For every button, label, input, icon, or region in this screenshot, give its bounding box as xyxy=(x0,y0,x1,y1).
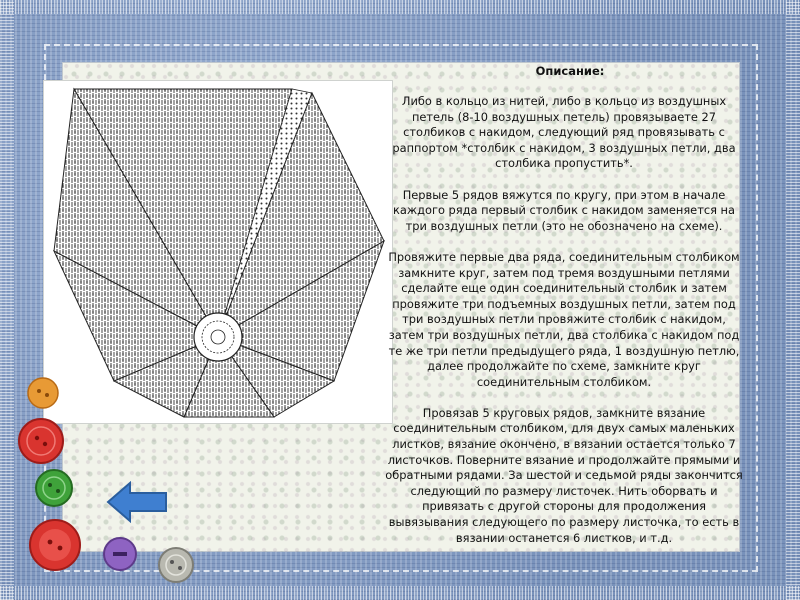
crochet-chart-icon xyxy=(44,81,392,423)
description-paragraph-4: Провязав 5 круговых рядов, замкните вязание соединительным столбиком, для двух самых маленьких листков, вязание окончено, в вязании остается только 7 листочков. Поверните вязание и продолжайте прямыми и обратными рядами. За шестой и седьмой ряды закончится следующий по размеру листочек. Нить оборвать и привязать с другой стороны для продолжения вывязывания следующего по размеру листочка, то есть в вязании останется 6 листков, и т.д. xyxy=(385,405,743,545)
description-paragraph-2: Первые 5 рядов вяжутся по кругу, при этом в начале каждого ряда первый столбик с накидом заменяется на три воздушных петли (это не обозначено на схеме). xyxy=(393,187,735,233)
chart-center-ring xyxy=(194,313,242,361)
description-paragraph-3: Провяжите первые два ряда, соединительным столбиком замкните круг, затем под тремя воздушными петлями сделайте еще один соединительный столбик и затем провяжите три подъемных воздушных петли, затем под три воздушных петли провяжите столбик с накидом, затем три воздушных петли, два столбика с накидом под те же три петли предыдущего ряда, 1 воздушную петлю, далее продолжайте по схеме, замкните круг соединительным столбиком. xyxy=(388,249,740,389)
fringe-right xyxy=(786,0,800,600)
fringe-left xyxy=(0,0,14,600)
crochet-chart-image xyxy=(43,80,393,424)
fringe-bottom xyxy=(0,586,800,600)
green-sewing-button-icon xyxy=(33,467,75,509)
purple-sewing-button-icon xyxy=(101,535,139,573)
fringe-top xyxy=(0,0,800,14)
gray-sewing-button-icon xyxy=(156,545,196,585)
orange-sewing-button-icon xyxy=(26,376,60,410)
description-body xyxy=(384,94,744,562)
back-button[interactable] xyxy=(106,481,168,523)
description-title: Описание: xyxy=(535,64,605,78)
description-paragraph-1: Либо в кольцо из нитей, либо в кольцо из воздушных петель (8-10 воздушных петель) провязываете 27 столбиков с накидом, следующий ряд провязывать с раппортом *столбик с накидом, 3 воздушных петли, два столбика пропустить*. xyxy=(392,94,736,171)
red-sewing-button-icon xyxy=(16,416,66,466)
left-arrow-icon xyxy=(106,481,168,523)
red-flower-button-icon xyxy=(26,516,84,574)
chart-leaves xyxy=(54,89,384,417)
